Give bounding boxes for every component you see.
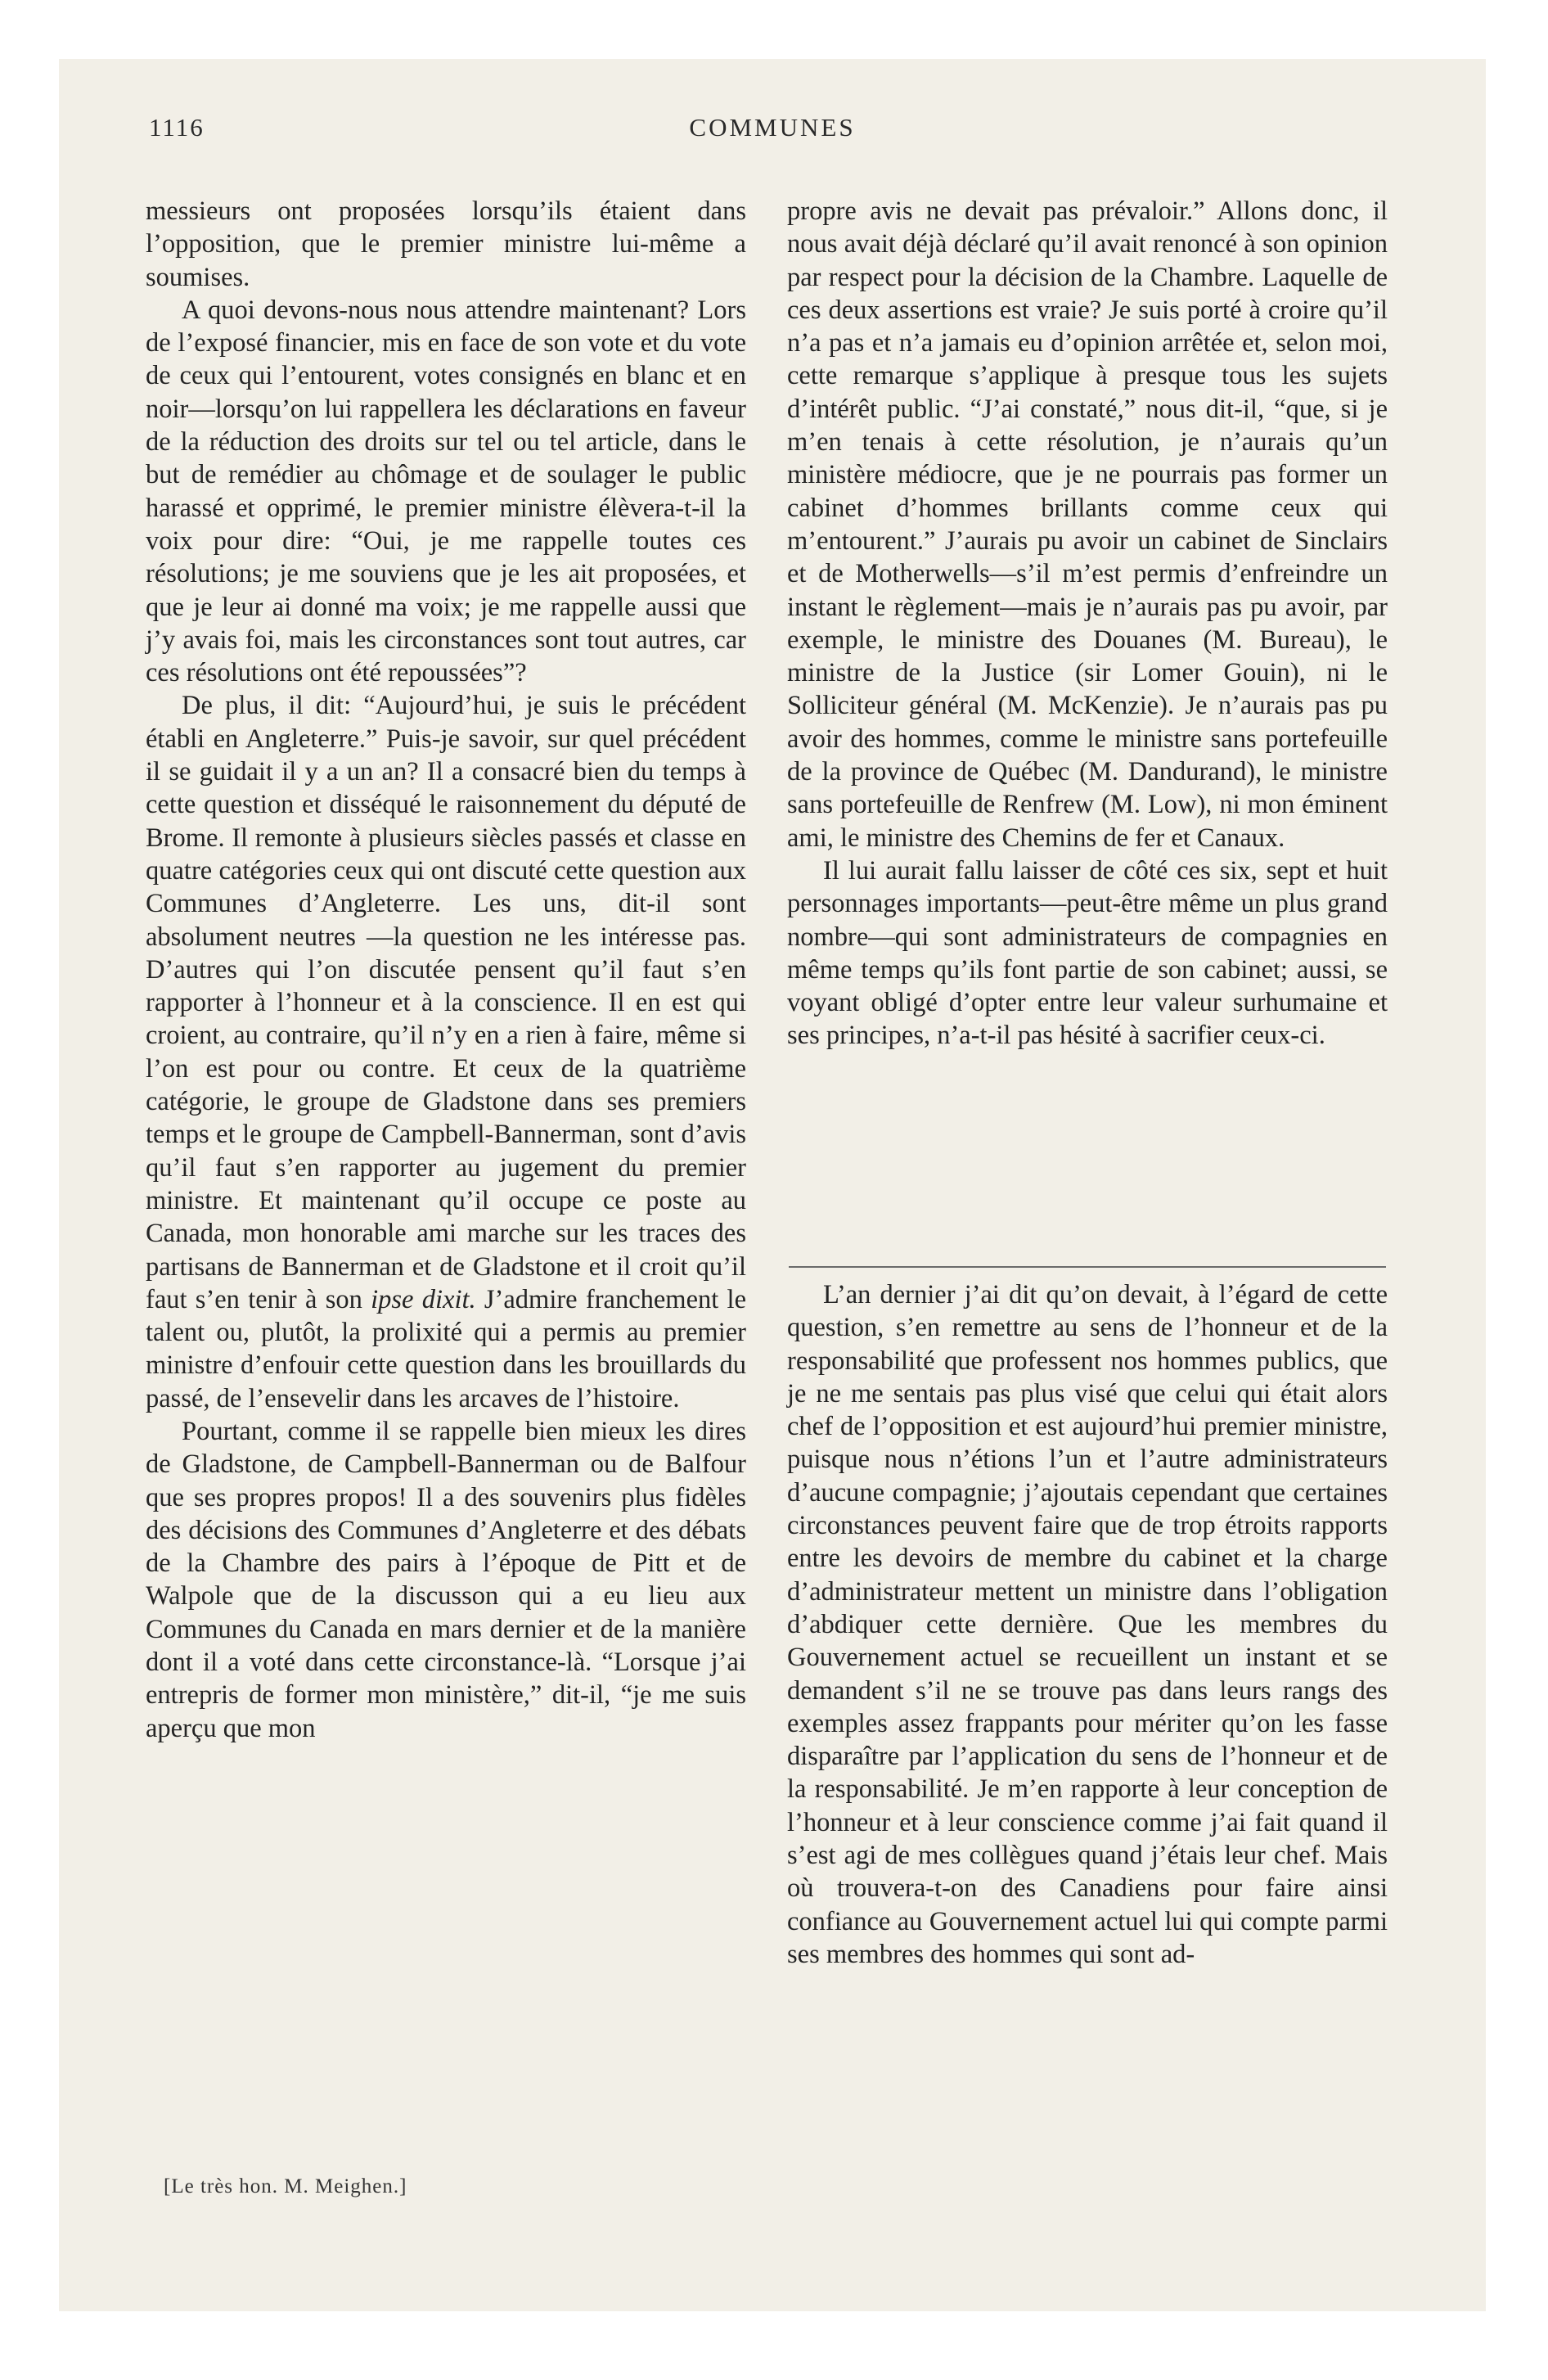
section-divider [789,1266,1386,1268]
page-number: 1116 [149,113,205,142]
paragraph-text: De plus, il dit: “Aujourd’hui, je suis le précédent établi en Angleterre.” Puis-je savoir, sur quel précédent il se guidait il y a un an? Il a consacré bien du temps à cette question et disséqué le raisonnement du député de Brome. Il remonte à plusieurs siècles passés et classe en quatre catégories ceux qui ont discuté cette question aux Communes d’Angleterre. Les uns, dit-il sont absolument neutres —la question ne les intéresse pas. D’autres qui l’on discutée pensent qu’il faut s’en rapporter à l’honneur et à la conscience. Il en est qui croient, au contraire, qu’il n’y en a rien à faire, même si l’on est pour ou contre. Et ceux de la quatrième catégorie, le groupe de Gladstone dans ses premiers temps et le groupe de Campbell-Bannerman, sont d’avis qu’il faut s’en rapporter au jugement du premier ministre. Et maintenant qu’il occupe ce poste au Canada, mon honorable ami marche sur les traces des partisans de Bannerman et de Gladstone et il croit qu’il faut s’en tenir à son [146,691,746,1314]
paragraph: L’an dernier j’ai dit qu’on devait, à l’égard de cette question, s’en remettre au sens de l’honneur et de la responsabilité que professent nos hommes publics, que je ne me sentais pas plus visé que celui qui était alors chef de l’opposition et est aujourd’hui premier ministre, puisque nous n’étions l’un et l’autre administrateurs d’aucune compagnie; j’ajoutais cependant que certaines circonstances peuvent faire que de trop étroits rapports entre les devoirs de membre du cabinet et la charge d’administrateur mettent un ministre dans l’obligation d’abdiquer cette dernière. Que les membres du Gouvernement actuel se recueillent un instant et se demandent s’il ne se trouve pas dans leurs rangs des exemples assez frappants pour mériter qu’on les fasse disparaître par l’application du sens de l’honneur et de la responsabilité. Je m’en rapporte à leur conception de l’honneur et à leur conscience comme j’ai fait quand il s’est agi de mes collègues quand j’étais leur chef. Mais où trouvera-t-on des Canadiens pour faire ainsi confiance au Gouvernement actuel lui qui compte parmi ses membres des hommes qui sont ad- [787,1280,1388,1969]
paragraph: Il lui aurait fallu laisser de côté ces six, sept et huit personnages importants—peut-être même un plus grand nombre—qui sont administrateurs de compagnies en même temps qu’ils font partie de son cabinet; aussi, se voyant obligé d’opter entre leur valeur surhumaine et ses principes, n’a-t-il pas hésité à sacrifier ceux-ci. [787,855,1388,1051]
paragraph: A quoi devons-nous nous attendre maintenant? Lors de l’exposé financier, mis en face de son vote et du vote de ceux qui l’entourent, votes consignés en blanc et en noir—lorsqu’on lui rappellera les déclarations en faveur de la réduction des droits sur tel ou tel article, dans le but de remédier au chômage et de soulager le public harassé et opprimé, le premier ministre élèvera-t-il la voix pour dire: “Oui, je me rappelle toutes ces résolutions; je me souviens que je les ait proposées, et que je leur ai donné ma voix; je me rappelle aussi que j’y avais foi, mais les circonstances sont tout autres, car ces résolutions ont été repoussées”? [146,295,746,688]
speaker-note: [Le très hon. M. Meighen.] [164,2175,407,2197]
paragraph: messieurs ont proposées lorsqu’ils étaient dans l’opposition, que le premier ministre lui-même a soumises. [146,196,746,292]
paragraph: Pourtant, comme il se rappelle bien mieux les dires de Gladstone, de Campbell-Bannerman ou de Balfour que ses propres propos! Il a des souvenirs plus fidèles des décisions des Communes d’Angleterre et des débats de la Chambre des pairs à l’époque de Pitt et de Walpole que de la discusson qui a eu lieu aux Communes du Canada en mars dernier et de la manière dont il a voté dans cette circonstance-là. “Lorsque j’ai entrepris de former mon ministère,” dit-il, “je me suis aperçu que mon [146,1416,746,1743]
paragraph: propre avis ne devait pas prévaloir.” Allons donc, il nous avait déjà déclaré qu’il avait renoncé à son opinion par respect pour la décision de la Chambre. Laquelle de ces deux assertions est vraie? Je suis porté à croire qu’il n’a pas et n’a jamais eu d’opinion arrêtée et, selon moi, cette remarque s’applique à presque tous les sujets d’intérêt public. “J’ai constaté,” nous dit-il, “que, si je m’en tenais à cette résolution, je n’aurais qu’un ministère médiocre, que je ne pourrais pas former un cabinet d’hommes brillants comme ceux qui m’entourent.” J’aurais pu avoir un cabinet de Sinclairs et de Motherwells—s’il m’est permis d’enfreindre un instant le règlement—mais je n’aurais pas pu avoir, par exemple, le ministre des Douanes (M. Bureau), le ministre de la Justice (sir Lomer Gouin), ni le Solliciteur général (M. McKenzie). Je n’aurais pas pu avoir des hommes, comme le ministre sans portefeuille de la province de Québec (M. Dandurand), le ministre sans portefeuille de Renfrew (M. Low), ni mon éminent ami, le ministre des Chemins de fer et Canaux. [787,196,1388,853]
page-header [149,113,1396,154]
right-column-continued [787,1278,1388,1971]
paragraph-text: J’admire franchement le talent ou, plutôt, la prolixité qui a permis au premier ministre d’enfouir cette question dans les brouillards du passé, de l’ensevelir dans les arcaves de l’histoire. [146,1284,746,1413]
left-column [146,195,746,1745]
latin-phrase: ipse dixit. [371,1284,476,1314]
paragraph [146,689,746,1415]
running-title: COMMUNES [689,113,856,142]
right-column [787,195,1388,1053]
scanned-page [59,59,1486,2311]
